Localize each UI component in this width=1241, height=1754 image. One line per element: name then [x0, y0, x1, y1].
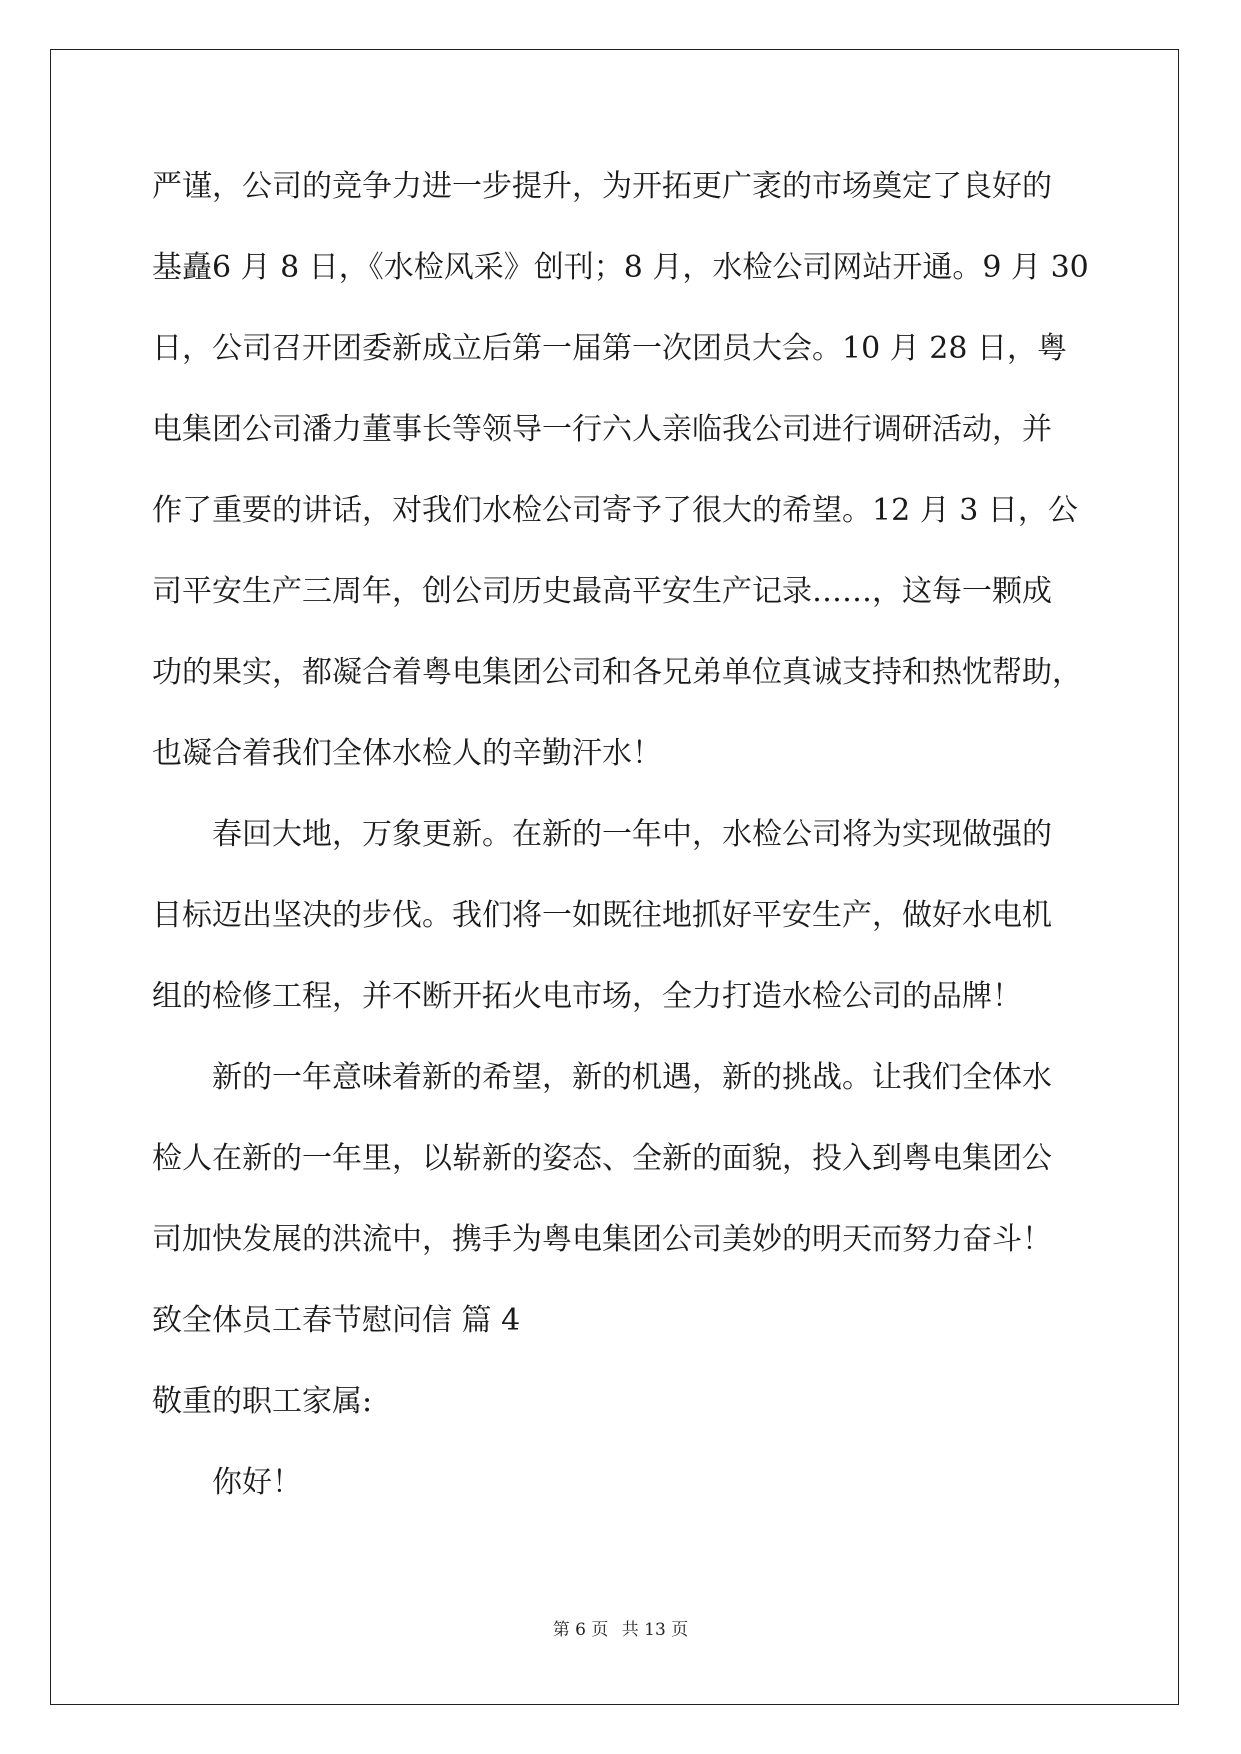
text-line: 检人在新的一年里，以崭新的姿态、全新的面貌，投入到粤电集团公 [152, 1141, 1052, 1176]
text-line: 组的检修工程，并不断开拓火电市场，全力打造水检公司的品牌！ [152, 979, 1022, 1014]
text-line: 基矗6 月 8 日，《水检风采》创刊；8 月，水检公司网站开通。9 月 30 [152, 250, 1089, 285]
text-line: 电集团公司潘力董事长等领导一行六人亲临我公司进行调研活动，并 [152, 412, 1052, 447]
page-footer [0, 1615, 1241, 1640]
document-body [152, 157, 1089, 1534]
text-line: 日，公司召开团委新成立后第一届第一次团员大会。10 月 28 日，粤 [152, 331, 1067, 366]
text-line: 目标迈出坚决的步伐。我们将一如既往地抓好平安生产，做好水电机 [152, 898, 1052, 933]
section-heading: 致全体员工春节慰问信 篇 4 [152, 1303, 521, 1338]
text-line: 也凝合着我们全体水检人的辛勤汗水！ [152, 736, 662, 771]
text-line: 作了重要的讲话，对我们水检公司寄予了很大的希望。12 月 3 日，公 [152, 493, 1078, 528]
text-line: 严谨，公司的竞争力进一步提升，为开拓更广袤的市场奠定了良好的 [152, 169, 1052, 204]
text-line: 司加快发展的洪流中，携手为粤电集团公司美妙的明天而努力奋斗！ [152, 1222, 1052, 1257]
page-number: 第 6 页 [552, 1620, 609, 1640]
text-line: 新的一年意味着新的希望，新的机遇，新的挑战。让我们全体水 [152, 1060, 1052, 1095]
text-line: 司平安生产三周年，创公司历史最高平安生产记录……，这每一颗成 [152, 574, 1052, 609]
text-line: 春回大地，万象更新。在新的一年中，水检公司将为实现做强的 [152, 817, 1052, 852]
text-line: 功的果实，都凝合着粤电集团公司和各兄弟单位真诚支持和热忱帮助， [152, 655, 1082, 690]
salutation: 敬重的职工家属: [152, 1384, 373, 1419]
greeting: 你好！ [152, 1465, 302, 1500]
page-total: 共 13 页 [621, 1620, 689, 1640]
